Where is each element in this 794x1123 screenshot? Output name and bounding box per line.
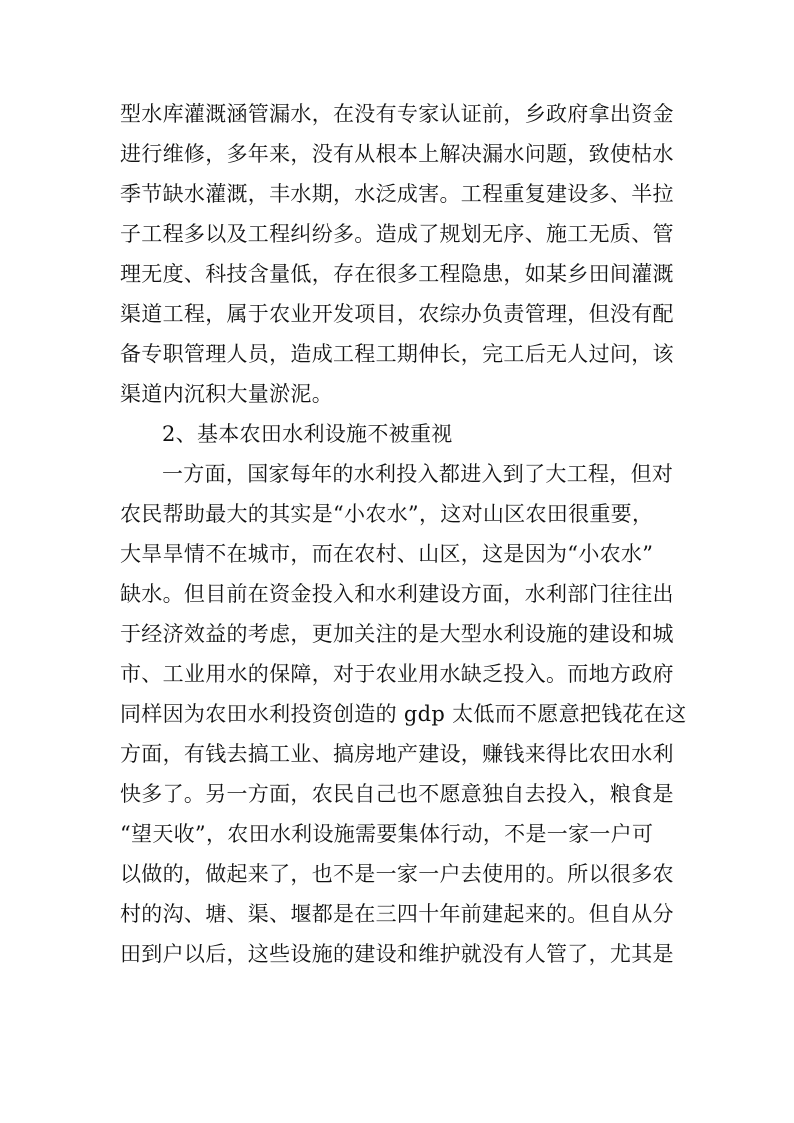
text-line: 进行维修，多年来，没有从根本上解决漏水问题，致使枯水 [120,142,674,166]
text-line: 方面，有钱去搞工业、搞房地产建设，赚钱来得比农田水利 [120,742,674,766]
text-line: 于经济效益的考虑，更加关注的是大型水利设施的建设和城 [120,622,674,646]
text-line: 大旱旱情不在城市，而在农村、山区，这是因为“小农水” [120,542,654,566]
text-line: 田到户以后，这些设施的建设和维护就没有人管了，尤其是 [120,942,674,966]
text-line: 以做的，做起来了，也不是一家一户去使用的。所以很多农 [120,862,674,886]
text-line: 备专职管理人员，造成工程工期伸长，完工后无人过问，该 [120,342,674,366]
text-line: 缺水。但目前在资金投入和水利建设方面，水利部门往往出 [120,582,674,606]
text-line: 市、工业用水的保障，对于农业用水缺乏投入。而地方政府 [120,662,674,686]
text-line: 农民帮助最大的其实是“小农水”，这对山区农田很重要， [120,502,654,526]
text-line: 理无度、科技含量低，存在很多工程隐患，如某乡田间灌溉 [120,262,674,286]
body-text [120,94,687,974]
text-line: 一方面，国家每年的水利投入都进入到了大工程，但对 [162,462,674,486]
text-line: 渠道工程，属于农业开发项目，农综办负责管理，但没有配 [120,302,674,326]
text-line: 快多了。另一方面，农民自己也不愿意独自去投入，粮食是 [120,782,674,806]
text-line: 村的沟、塘、渠、堰都是在三四十年前建起来的。但自从分 [120,902,674,926]
text-line: 季节缺水灌溉，丰水期，水泛成害。工程重复建设多、半拉 [120,182,674,206]
text-line: 渠道内沉积大量淤泥。 [120,382,333,406]
text-line: 2、基本农田水利设施不被重视 [162,422,453,446]
text-line: 同样因为农田水利投资创造的 gdp 太低而不愿意把钱花在这 [120,702,687,726]
text-line: 型水库灌溉涵管漏水，在没有专家认证前，乡政府拿出资金 [120,102,674,126]
text-line: 子工程多以及工程纠纷多。造成了规划无序、施工无质、管 [120,222,674,246]
text-line: “望天收”，农田水利设施需要集体行动，不是一家一户可 [120,822,654,846]
